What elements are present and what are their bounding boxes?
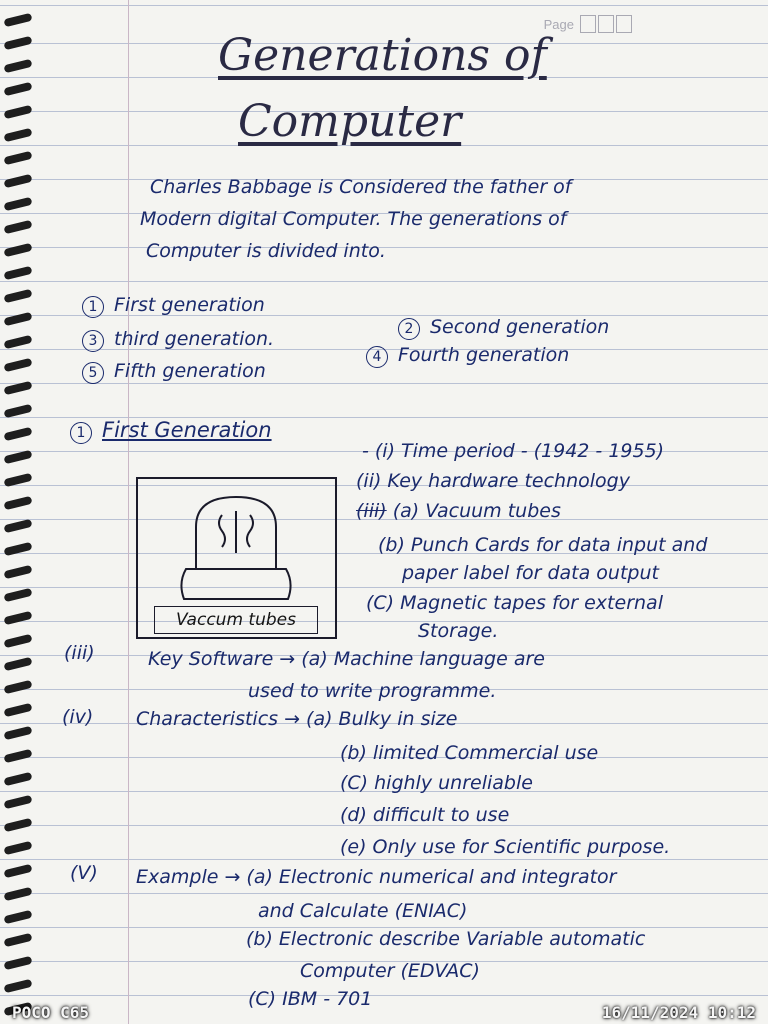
section-heading: 1 First Generation <box>70 418 272 444</box>
spiral-hole <box>3 657 32 672</box>
spiral-hole <box>3 220 32 235</box>
example-a-line-2: and Calculate (ENIAC) <box>258 900 468 922</box>
spiral-hole <box>3 128 32 143</box>
characteristic-c: (C) highly unreliable <box>340 772 533 794</box>
software-line-1: Key Software → (a) Machine language are <box>148 648 545 670</box>
spiral-hole <box>3 519 32 534</box>
characteristic-a: Characteristics → (a) Bulky in size <box>136 708 458 730</box>
hardware-b-line-2: paper label for data output <box>402 562 659 584</box>
characteristic-b: (b) limited Commercial use <box>340 742 599 764</box>
figure-caption: Vaccum tubes <box>154 606 318 634</box>
spiral-binding <box>0 0 40 1024</box>
spiral-hole <box>3 450 32 465</box>
spiral-hole <box>3 427 32 442</box>
title-line-2: Computer <box>238 96 462 147</box>
title-line-1: Generations of <box>218 30 547 81</box>
timestamp-watermark: 16/11/2024 10:12 <box>601 1003 756 1022</box>
example-b-line-2: Computer (EDVAC) <box>300 960 480 982</box>
example-a-line-1: Example → (a) Electronic numerical and integrator <box>136 866 617 888</box>
hardware-b-line-1: (b) Punch Cards for data input and <box>378 534 708 556</box>
list-item: 5 Fifth generation <box>82 360 266 384</box>
spiral-hole <box>3 565 32 580</box>
camera-watermark: POCO C65 <box>12 1003 90 1022</box>
spiral-hole <box>3 726 32 741</box>
spiral-hole <box>3 772 32 787</box>
software-line-2: used to write programme. <box>248 680 497 702</box>
characteristic-d: (d) difficult to use <box>340 804 510 826</box>
list-item: 4 Fourth generation <box>366 344 569 368</box>
margin-line <box>128 0 129 1024</box>
spiral-hole <box>3 496 32 511</box>
page-label: Page <box>543 16 574 32</box>
example-num: (V) <box>70 862 98 884</box>
spiral-hole <box>3 105 32 120</box>
example-c: (C) IBM - 701 <box>248 988 373 1010</box>
key-hardware: (ii) Key hardware technology <box>356 470 630 492</box>
time-period: - (i) Time period - (1942 - 1955) <box>362 440 665 462</box>
spiral-hole <box>3 312 32 327</box>
hardware-c-line-1: (C) Magnetic tapes for external <box>366 592 663 614</box>
spiral-hole <box>3 979 32 994</box>
spiral-hole <box>3 542 32 557</box>
spiral-hole <box>3 634 32 649</box>
page-number-box <box>544 12 632 36</box>
intro-line-1: Charles Babbage is Considered the father of <box>150 176 572 198</box>
spiral-hole <box>3 289 32 304</box>
spiral-hole <box>3 910 32 925</box>
spiral-hole <box>3 36 32 51</box>
spiral-hole <box>3 864 32 879</box>
list-item: 3 third generation. <box>82 328 274 352</box>
spiral-hole <box>3 404 32 419</box>
spiral-hole <box>3 151 32 166</box>
spiral-hole <box>3 887 32 902</box>
hardware-c-line-2: Storage. <box>418 620 499 642</box>
spiral-hole <box>3 611 32 626</box>
software-num: (iii) <box>64 642 95 664</box>
hardware-a: (iii) (a) Vacuum tubes <box>356 500 561 522</box>
intro-line-3: Computer is divided into. <box>146 240 386 262</box>
spiral-hole <box>3 749 32 764</box>
spiral-hole <box>3 381 32 396</box>
spiral-hole <box>3 818 32 833</box>
characteristics-num: (iv) <box>62 706 94 728</box>
intro-line-2: Modern digital Computer. The generations of <box>140 208 567 230</box>
spiral-hole <box>3 82 32 97</box>
spiral-hole <box>3 59 32 74</box>
spiral-hole <box>3 266 32 281</box>
characteristic-e: (e) Only use for Scientific purpose. <box>340 836 671 858</box>
spiral-hole <box>3 197 32 212</box>
spiral-hole <box>3 358 32 373</box>
spiral-hole <box>3 956 32 971</box>
spiral-hole <box>3 13 32 28</box>
example-b-line-1: (b) Electronic describe Variable automatic <box>246 928 646 950</box>
spiral-hole <box>3 473 32 488</box>
spiral-hole <box>3 588 32 603</box>
spiral-hole <box>3 841 32 856</box>
spiral-hole <box>3 335 32 350</box>
spiral-hole <box>3 795 32 810</box>
spiral-hole <box>3 680 32 695</box>
spiral-hole <box>3 243 32 258</box>
list-item: 1 First generation <box>82 294 265 318</box>
spiral-hole <box>3 933 32 948</box>
list-item: 2 Second generation <box>398 316 609 340</box>
spiral-hole <box>3 174 32 189</box>
spiral-hole <box>3 703 32 718</box>
